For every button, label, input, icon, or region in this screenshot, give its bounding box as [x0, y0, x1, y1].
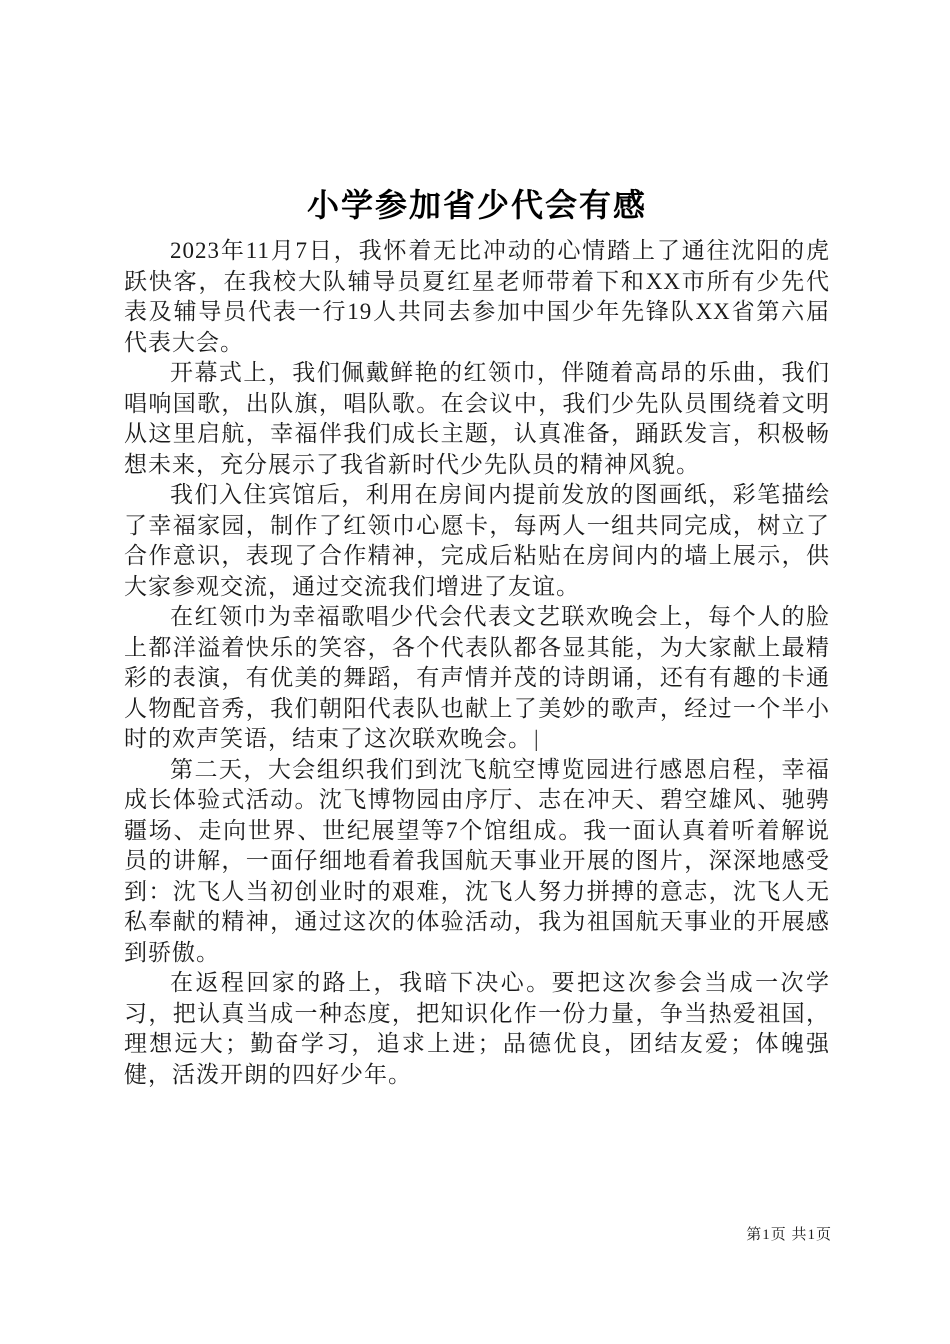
page-footer — [746, 1223, 832, 1244]
document-title[interactable]: 小学参加省少代会有感 — [306, 187, 647, 223]
paragraph-5[interactable]: 第二天，大会组织我们到沈飞航空博览园进行感恩启程，幸福成长体验式活动。沈飞博物园由序厅、志在冲天、碧空雄风、驰骋疆场、走向世界、世纪展望等7个馆组成。我一面认真着听着解说员的讲解，一面仔细地看着我国航天事业开展的图片，深深地感受到：沈飞人当初创业时的艰难，沈飞人努力拼搏的意志，沈飞人无私奉献的精神，通过这次的体验活动，我为祖国航天事业的开展感到骄傲。 — [124, 756, 830, 965]
text-cursor: | — [534, 726, 540, 751]
paragraph-6[interactable]: 在返程回家的路上，我暗下决心。要把这次参会当成一次学习，把认真当成一种态度，把知识化作一份力量，争当热爱祖国，理想远大；勤奋学习，追求上进；品德优良，团结友爱；体魄强健，活泼开朗的四好少年。 — [124, 970, 830, 1087]
page-number-label: 第1页 共1页 — [746, 1227, 832, 1243]
paragraph-3[interactable]: 我们入住宾馆后，利用在房间内提前发放的图画纸，彩笔描绘了幸福家园，制作了红领巾心愿卡，每两人一组共同完成，树立了合作意识，表现了合作精神，完成后粘贴在房间内的墙上展示，供大家参观交流，通过交流我们增进了友谊。 — [124, 482, 830, 599]
paragraph-4[interactable] — [124, 602, 830, 755]
paragraph-2[interactable]: 开幕式上，我们佩戴鲜艳的红领巾，伴随着高昂的乐曲，我们唱响国歌，出队旗，唱队歌。在会议中，我们少先队员围绕着文明从这里启航，幸福伴我们成长主题，认真准备，踊跃发言，积极畅想未来，充分展示了我省新时代少先队员的精神风貌。 — [124, 360, 830, 477]
paragraph-4-text[interactable]: 在红领巾为幸福歌唱少代会代表文艺联欢晚会上，每个人的脸上都洋溢着快乐的笑容，各个代表队都各显其能，为大家献上最精彩的表演，有优美的舞蹈，有声情并茂的诗朗诵，还有有趣的卡通人物配音秀，我们朝阳代表队也献上了美妙的歌声，经过一个半小时的欢声笑语，结束了这次联欢晚会。 — [124, 604, 830, 751]
paragraph-1[interactable]: 2023年11月7日，我怀着无比冲动的心情踏上了通往沈阳的虎跃快客，在我校大队辅导员夏红星老师带着下和XX市所有少先代表及辅导员代表一行19人共同去参加中国少年先锋队XX省第六届代表大会。 — [124, 238, 830, 355]
